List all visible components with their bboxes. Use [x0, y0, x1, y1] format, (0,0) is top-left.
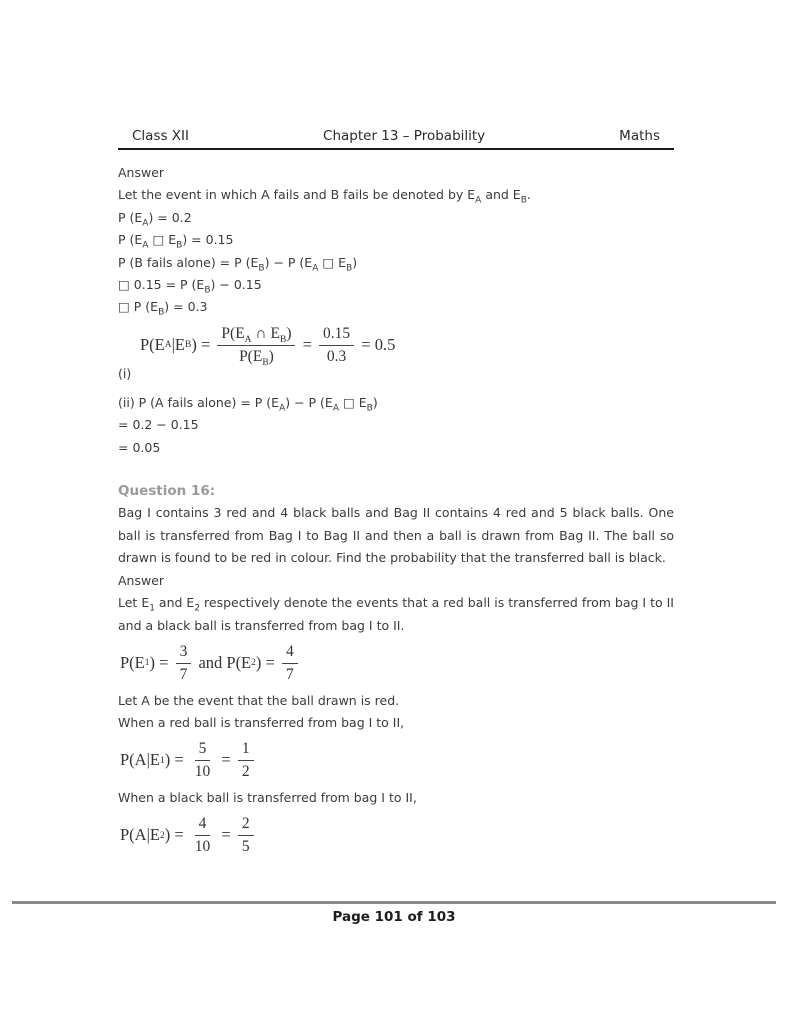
text-span: □ E [318, 254, 347, 270]
text-span: = [217, 750, 235, 770]
text-span: 3 [179, 642, 188, 660]
text-span: (ii) P (A fails alone) = P (E [118, 394, 280, 410]
fraction [217, 325, 295, 366]
subscript: A [332, 403, 339, 414]
text-span: and E [481, 187, 521, 203]
question-16-text: Bag I contains 3 red and 4 black balls and Bag II contains 4 red and 5 black balls. One ball is transferred from Bag I to Bag II and then a ball is drawn from Bag II. The ball so drawn is found to be red in colour. Find the probability that the transferred ball is black. [118, 505, 674, 566]
subscript: A [142, 218, 149, 229]
subscript: B [158, 307, 165, 318]
text-span: 10 [194, 838, 211, 856]
text-span: ) [372, 394, 378, 410]
text-span: 0.15 [323, 324, 351, 342]
q16-event-a-line: Let A be the event that the ball drawn is red. [118, 692, 400, 708]
subscript: A [244, 334, 252, 345]
denominator [282, 664, 298, 684]
answer-label: Answer [118, 165, 165, 180]
text-span: = 0.05 [118, 439, 161, 455]
denominator [238, 836, 254, 856]
text-span: |E [171, 334, 186, 354]
text-span: 5 [198, 740, 207, 758]
text-span: 1 [241, 740, 250, 758]
text-span: ) [286, 324, 292, 342]
text-span: 4 [198, 815, 207, 833]
text-span: ) = 0.3 [164, 299, 208, 315]
q15-part-ii-lines [118, 392, 674, 459]
text-span: = [217, 825, 235, 845]
denominator [323, 346, 350, 366]
text-span: ) = [191, 334, 215, 354]
page-number: Page 101 of 103 [332, 909, 456, 925]
text-span: Let E [118, 595, 150, 611]
fraction [191, 740, 215, 781]
text-span: = 0.5 [357, 334, 396, 354]
text-line [118, 437, 674, 459]
footer-rule [12, 901, 776, 925]
text-span: 7 [285, 665, 294, 683]
text-span: P(A|E [120, 750, 160, 770]
denominator [176, 664, 192, 684]
text-span: ) − 0.15 [210, 277, 262, 293]
text-line [118, 414, 674, 436]
subscript: A [142, 240, 149, 251]
text-span: P (B fails alone) = P (E [118, 254, 259, 270]
text-span: 10 [194, 763, 211, 781]
text-span: 0.3 [326, 347, 347, 365]
text-span: respectively denote the events that a red ball is transferred from bag I to II and a black ball is transferred from bag I to II. [118, 595, 674, 633]
text-span: ) = [149, 652, 173, 672]
subscript: B [520, 195, 527, 206]
q15-answer-lines [118, 184, 674, 318]
q16-events-definition [118, 592, 674, 637]
question-16-heading: Question 16: [118, 483, 216, 500]
numerator [282, 643, 298, 664]
text-span: 7 [179, 665, 188, 683]
text-span: P (E [118, 232, 143, 248]
q16-when-black-line: When a black ball is transferred from bag I to II, [118, 789, 417, 805]
text-span: ) − P (E [285, 394, 333, 410]
text-span: P(E [221, 324, 245, 342]
text-span: ∩ E [251, 324, 280, 342]
fraction [238, 815, 254, 856]
subscript: B [262, 357, 269, 368]
part-i-label: (i) [118, 366, 132, 382]
fraction [319, 325, 354, 366]
subscript: B [204, 285, 211, 296]
text-span: 2 [241, 815, 250, 833]
subscript: 1 [149, 603, 155, 614]
text-span: 5 [241, 838, 250, 856]
fraction [282, 643, 298, 684]
text-span: ) = 0.15 [182, 232, 234, 248]
text-span: P(E [239, 347, 263, 365]
text-line [118, 274, 674, 296]
text-span: = [298, 334, 317, 354]
subscript: 2 [194, 603, 201, 614]
q16-when-red-line: When a red ball is transferred from bag I to II, [118, 714, 405, 730]
denominator [191, 836, 215, 856]
text-span: ) = 0.2 [148, 209, 192, 225]
numerator [195, 815, 211, 836]
subscript: B [346, 263, 353, 274]
fraction [191, 815, 215, 856]
text-span: P(E [140, 334, 165, 354]
numerator [319, 325, 354, 346]
text-span: . [526, 187, 531, 203]
text-line [118, 296, 674, 318]
subscript: B [366, 403, 373, 414]
solution-body [118, 162, 674, 856]
answer-label-q16: Answer [118, 572, 165, 588]
text-span: and E [154, 595, 195, 611]
formula-a-given-e1: P(A|E 1 ) = $\frac{5}{10}$ = $\frac{1}{2}$ [120, 740, 674, 781]
fraction [176, 643, 192, 684]
text-span: ) = [255, 652, 279, 672]
text-span: 4 [285, 642, 294, 660]
numerator [238, 815, 254, 836]
text-span: ) − P (E [264, 254, 313, 270]
text-span: ) = [164, 825, 188, 845]
text-span: □ 0.15 = P (E [118, 277, 205, 293]
subscript: A [312, 263, 319, 274]
text-span: P(A|E [120, 825, 160, 845]
numerator [217, 325, 295, 346]
text-span: 2 [241, 763, 250, 781]
formula-prior-probabilities: P(E 1 ) = $\frac{3}{7}$ and P(E 2 ) = $\frac{4}{7}$ [120, 643, 674, 684]
subscript: B [258, 263, 265, 274]
subscript: A [279, 403, 286, 414]
numerator [238, 740, 254, 761]
formula-a-given-e2: P(A|E 2 ) = $\frac{4}{10}$ = $\frac{2}{5}$ [120, 815, 674, 856]
text-line [118, 392, 674, 414]
text-span: P(E [120, 652, 145, 672]
text-span: ) = [164, 750, 188, 770]
text-span: ) [268, 347, 274, 365]
subscript: A [475, 195, 482, 206]
denominator [191, 761, 215, 781]
text-line [118, 184, 674, 206]
header-chapter-title: Chapter 13 – Probability [323, 128, 486, 144]
fraction [238, 740, 254, 781]
text-span: = 0.2 − 0.15 [118, 417, 199, 433]
text-span: □ P (E [118, 299, 159, 315]
numerator [195, 740, 211, 761]
subscript: B [279, 334, 287, 345]
header-class: Class XII [132, 128, 190, 144]
text-span: Let the event in which A fails and B fails be denoted by E [118, 187, 476, 203]
formula-conditional-probability: P(E A |E B ) = $\frac{P(E_A \cap E_B)}{P(E_B)}$ = $\frac{0.15}{0.3}$ = 0.5 [140, 324, 396, 368]
text-span: □ E [148, 232, 177, 248]
text-line [118, 229, 674, 251]
denominator [235, 346, 278, 366]
text-span: and P(E [194, 652, 252, 672]
denominator [238, 761, 254, 781]
text-line [118, 207, 674, 229]
page-header [118, 128, 674, 150]
text-span: P (E [118, 209, 143, 225]
page-content [118, 128, 674, 862]
header-subject: Maths [619, 128, 660, 144]
text-span: ) [352, 254, 358, 270]
text-line [118, 252, 674, 274]
subscript: B [176, 240, 183, 251]
numerator [176, 643, 192, 664]
text-span: □ E [339, 394, 367, 410]
